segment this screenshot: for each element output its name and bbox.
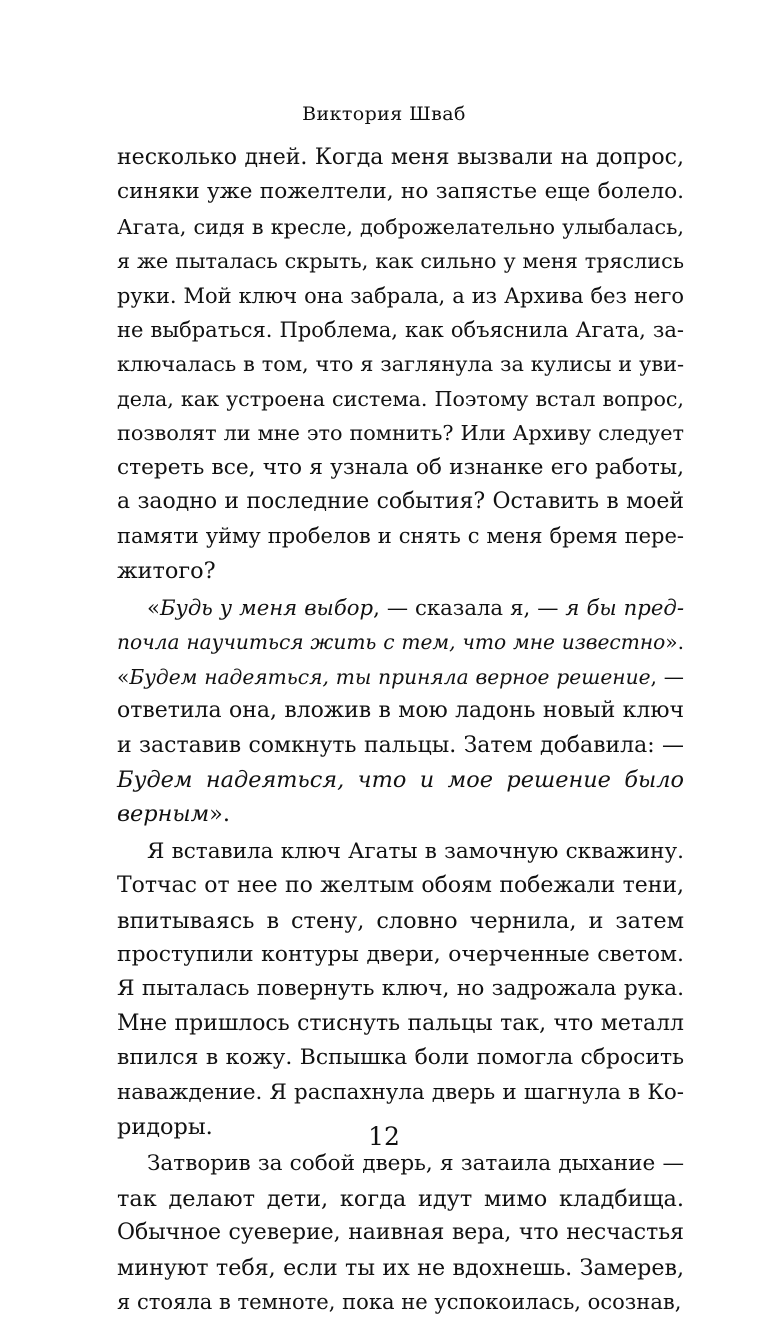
text-line (117, 591, 684, 625)
text-run: « (147, 595, 160, 621)
text-line: наваждение. Я распахнула дверь и шагнула в Ко- (117, 1079, 684, 1105)
text-line: житого? (117, 557, 216, 584)
text-line: синяки уже пожелтели, но запястье еще болело. (117, 179, 684, 205)
text-line: ответила она, вложив в мою ладонь новый ключ (117, 698, 684, 724)
text-line: Я вставила ключ Агаты в замочную скважину. (147, 838, 684, 864)
text-line: несколько дней. Когда меня вызвали на допрос, (117, 145, 684, 170)
text-line: Обычное суеверие, наивная вера, что несчастья (117, 1220, 684, 1246)
text-line: стереть все, что я узнала об изнанке его работы, (117, 454, 684, 480)
italic-run: почла научиться жить с тем, что мне известно (117, 630, 666, 655)
text-line: а заодно и последние события? Оставить в моей (117, 488, 684, 514)
text-line: Я пыталась повернуть ключ, но задрожала рука. (117, 976, 684, 1002)
text-line: так делают дети, когда идут мимо кладбища. (117, 1185, 684, 1212)
text-line: дела, как устроена система. Поэтому встал вопрос, (117, 386, 684, 411)
text-line: Тотчас от нее по желтым обоям побежали тени, (117, 873, 684, 899)
text-line: ридоры. (117, 1113, 213, 1140)
italic-run: верным (117, 801, 210, 828)
text-line: позволят ли мне это помнить? Или Архиву следует (117, 421, 684, 446)
text-line: впитываясь в стену, словно чернила, и затем (117, 907, 684, 934)
text-line: впился в кожу. Вспышка боли помогла сбросить (117, 1045, 684, 1071)
page-number: 12 (368, 1122, 400, 1151)
text-line (117, 763, 684, 797)
text-line: я же пыталась скрыть, как сильно у меня тряслись (117, 249, 684, 274)
text-run: « (117, 664, 130, 689)
text-line: ключалась в том, что я заглянула за кулисы и уви- (117, 352, 684, 377)
text-line: Агата, сидя в кресле, доброжелательно улыбалась, (117, 214, 684, 239)
text-line (117, 797, 684, 831)
text-line: Мне пришлось стиснуть пальцы так, что металл (117, 1010, 684, 1036)
text-line: не выбраться. Проблема, как объяснила Агата, за- (117, 317, 684, 342)
text-line: руки. Мой ключ она забрала, а из Архива без него (117, 283, 684, 308)
text-line: проступили контуры двери, очерченные светом. (117, 941, 684, 967)
italic-run: Будем надеяться, что и мое решение было (117, 767, 684, 794)
running-head-author: Виктория Шваб (302, 103, 466, 125)
text-run: , — сказала я, — (373, 595, 566, 621)
text-run: ». (209, 801, 230, 828)
text-line: я стояла в темноте, пока не успокоилась, осознав, (117, 1288, 682, 1314)
text-line: и заставив сомкнуть пальцы. Затем добавила: — (117, 732, 684, 758)
text-line (117, 660, 684, 694)
italic-run: Будь у меня выбор (159, 595, 374, 621)
text-run: , — (650, 664, 684, 689)
text-line: Затворив за собой дверь, я затаила дыхание — (147, 1151, 684, 1177)
text-line: минуют тебя, если ты их не вдохнешь. Замерев, (117, 1254, 684, 1281)
text-line (117, 625, 684, 659)
text-run: ». (665, 630, 684, 655)
italic-run: я бы пред- (565, 595, 684, 621)
italic-run: Будем надеяться, ты приняла верное решение (129, 664, 651, 689)
text-line: памяти уйму пробелов и снять с меня бремя пере- (117, 524, 684, 549)
